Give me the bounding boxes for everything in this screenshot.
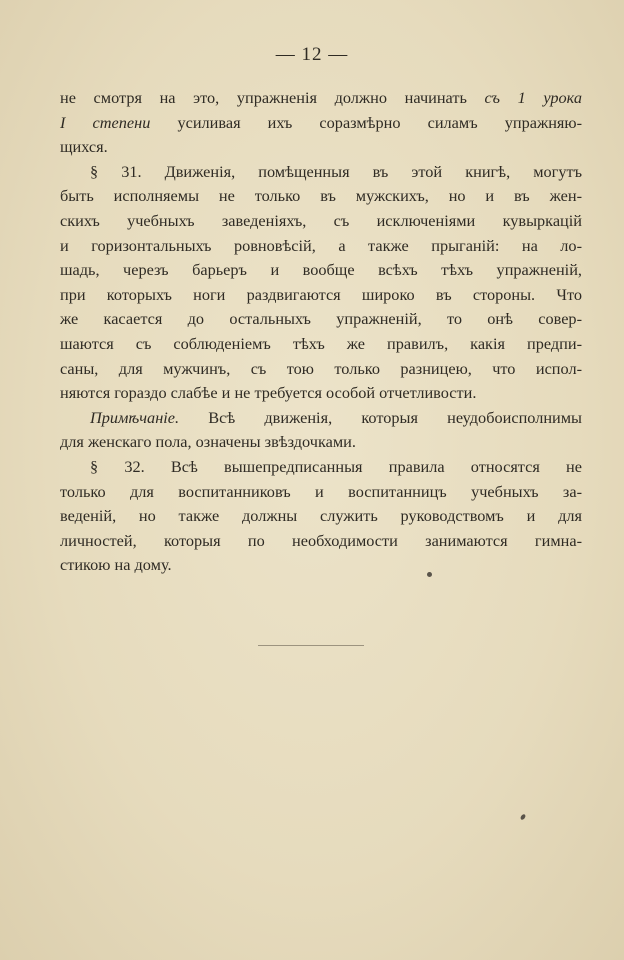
- page-number: — 12 —: [275, 44, 349, 65]
- ink-speck: [520, 813, 527, 820]
- text-line-11: шаются съ соблюденіемъ тѣхъ же правилъ, какія предпи-: [60, 333, 582, 353]
- text-line-19: личностей, которыя по необходимости занимаются гимна-: [60, 530, 582, 550]
- text-line-6: скихъ учебныхъ заведеніяхъ, съ исключеніями кувыркацій: [60, 210, 582, 230]
- text-line-13: няются гораздо слабѣе и не требуется особой отчетливости.: [60, 383, 477, 403]
- body-text: [60, 86, 582, 578]
- text-line-15: для женскаго пола, означены звѣздочками.: [60, 432, 356, 452]
- text-line-7: и горизонтальныхъ ровновѣсій, а также прыганій: на ло-: [60, 235, 582, 255]
- text-line-8: шадь, черезъ барьеръ и вообще всѣхъ тѣхъ упражненій,: [60, 260, 582, 280]
- text-line-9: при которыхъ ноги раздвигаются широко въ стороны. Что: [60, 284, 582, 304]
- text-line-18: веденій, но также должны служить руководствомъ и для: [60, 506, 582, 526]
- text-line-12: саны, для мужчинъ, съ тою только разницею, что испол-: [60, 358, 582, 378]
- ink-speck: [427, 572, 432, 577]
- note-start: Примѣчаніе. Всѣ движенія, которыя неудобоисполнимы: [90, 407, 582, 427]
- text-line-5: быть исполняемы не только въ мужскихъ, но и въ жен-: [60, 186, 582, 206]
- text-line-3: щихся.: [60, 137, 108, 157]
- text-line-20: стикою на дому.: [60, 555, 172, 575]
- text-line-1: не смотря на это, упражненія должно начинать съ 1 урока: [60, 88, 582, 107]
- paragraph-31-start: § 31. Движенія, помѣщенныя въ этой книгѣ, могутъ: [90, 161, 582, 181]
- paragraph-32-start: § 32. Всѣ вышепредписанныя правила относятся не: [90, 456, 582, 476]
- text-line-10: же касается до остальныхъ упражненій, то онѣ совер-: [60, 309, 582, 329]
- text-line-17: только для воспитанниковъ и воспитанницъ учебныхъ за-: [60, 481, 582, 501]
- text-line-2: I степени усиливая ихъ соразмѣрно силамъ упражняю-: [60, 112, 583, 132]
- section-divider: [258, 645, 364, 646]
